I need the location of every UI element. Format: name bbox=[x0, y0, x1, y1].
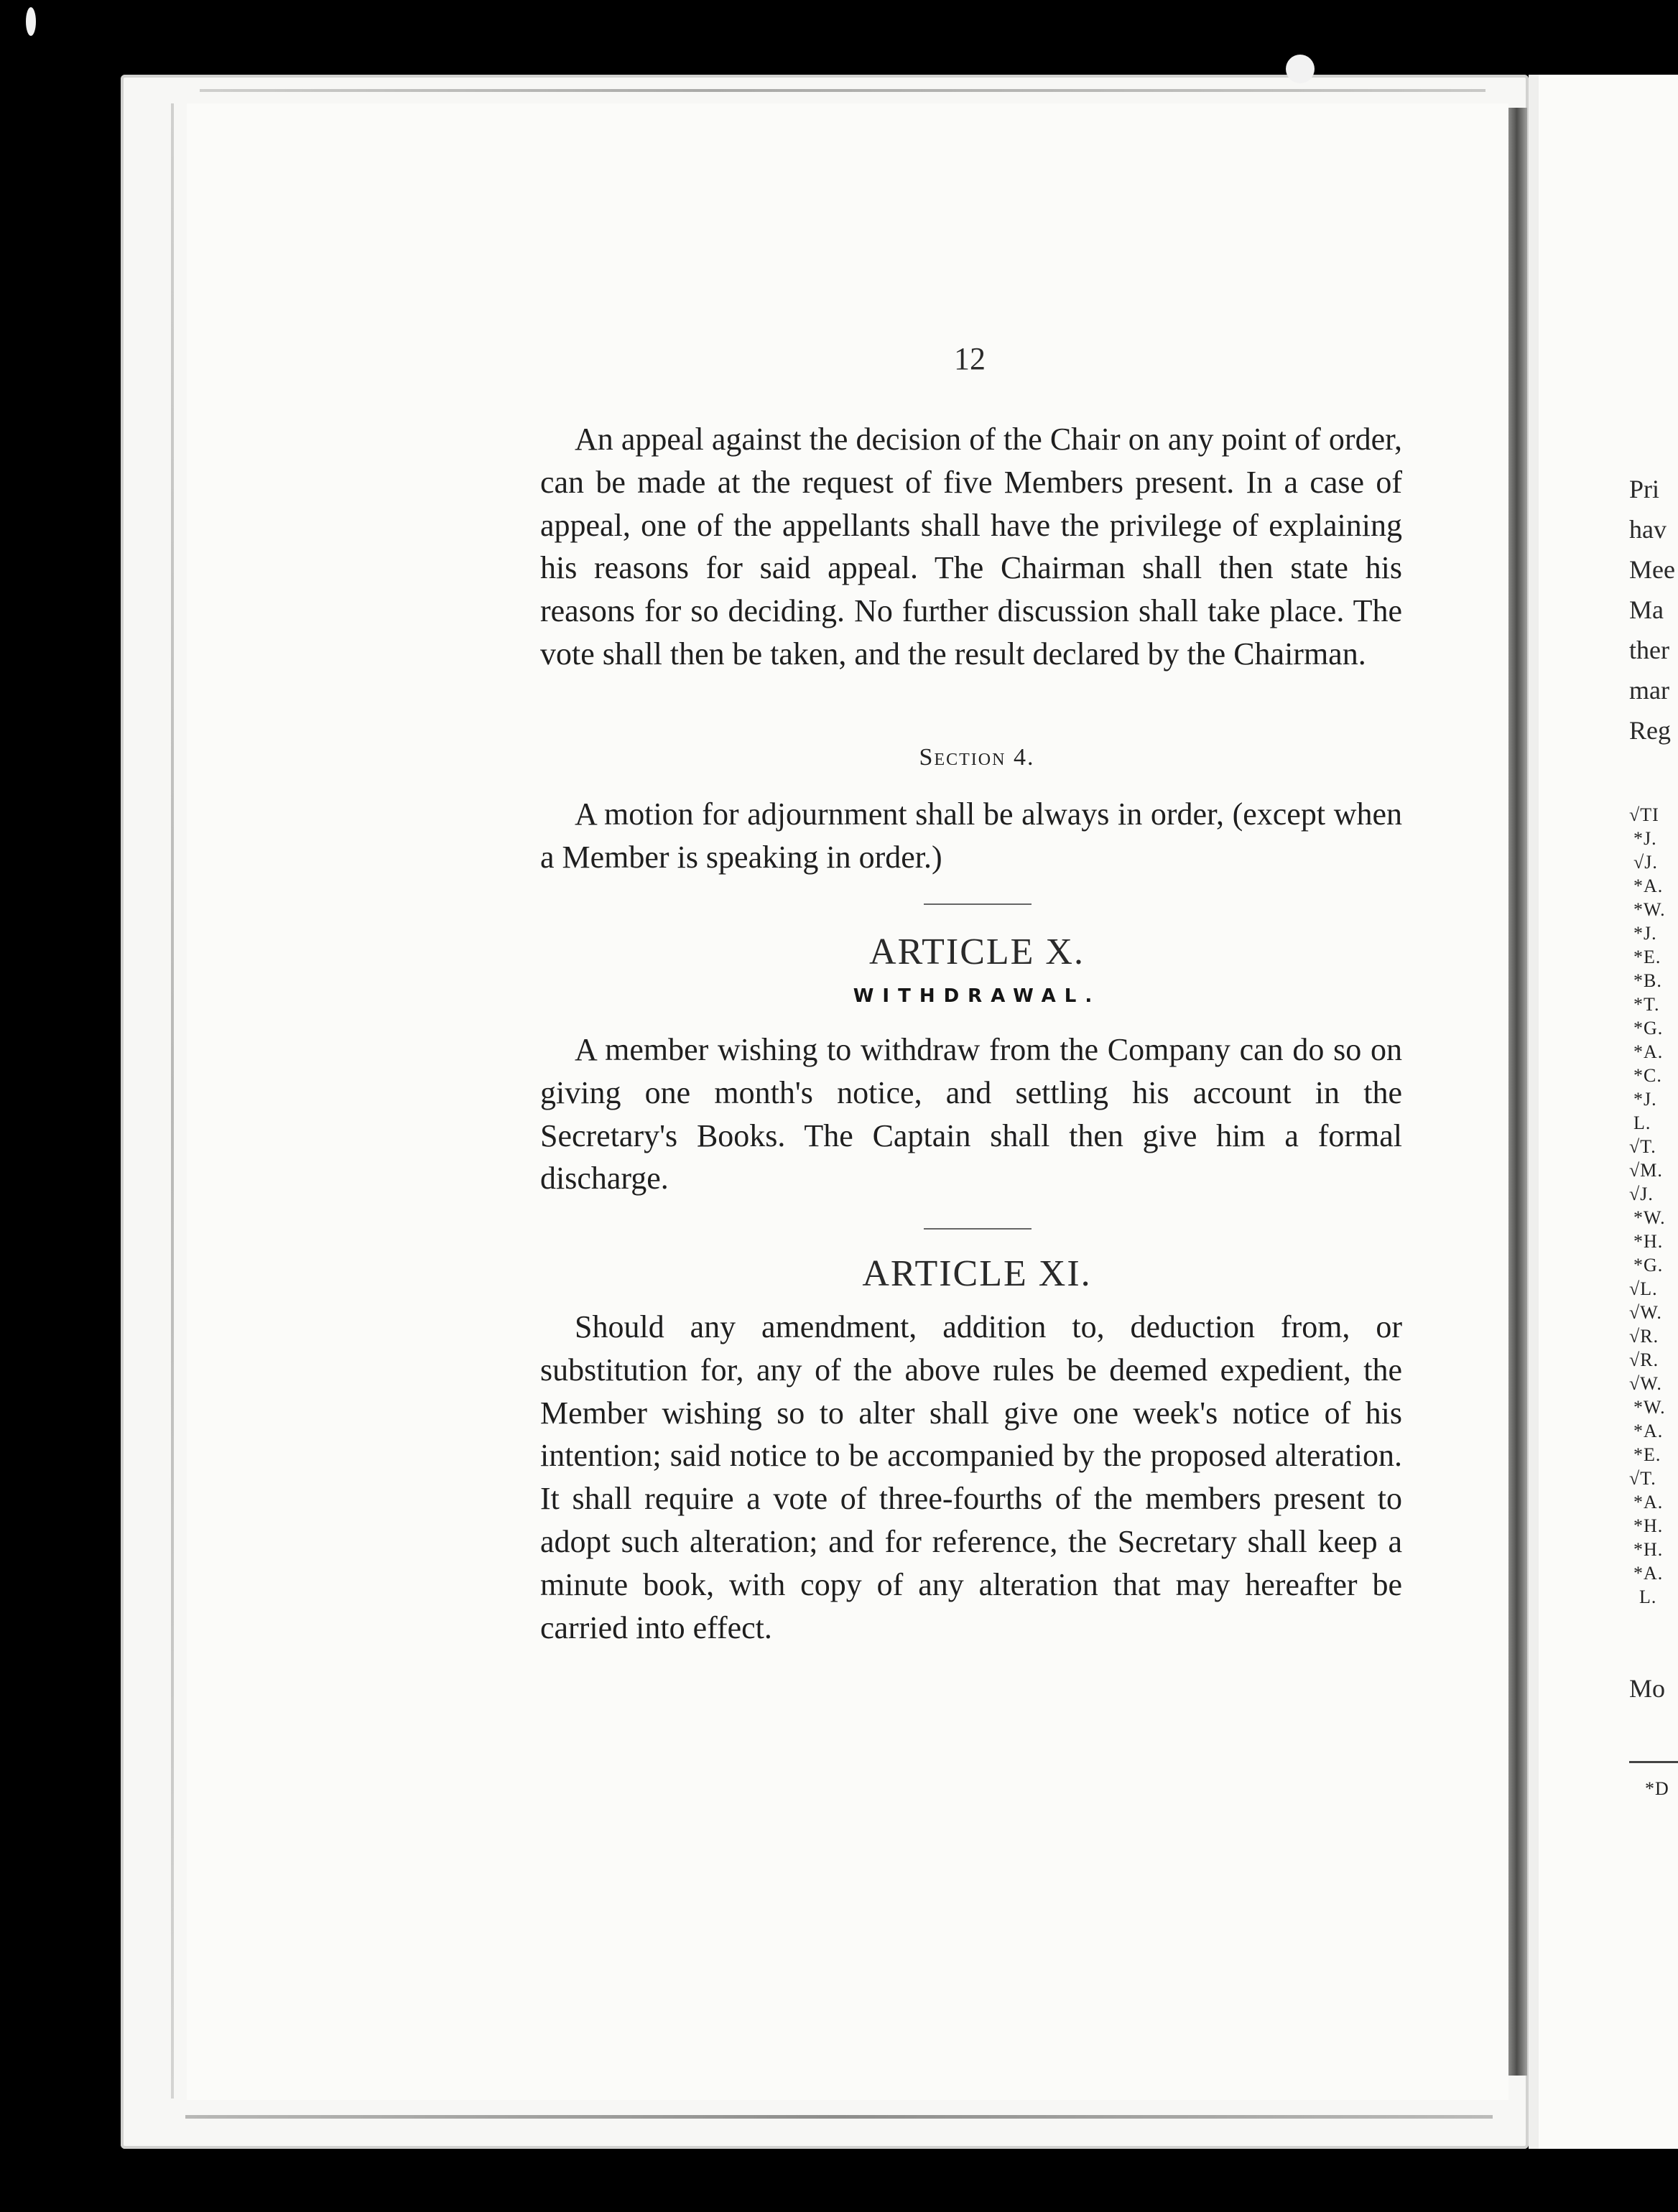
adjournment-paragraph-block bbox=[540, 793, 1402, 879]
edge-name: *A. bbox=[1633, 1563, 1664, 1584]
page-bottom-edge bbox=[185, 2115, 1493, 2119]
edge-name: *E. bbox=[1633, 947, 1661, 967]
article-x-title: ARTICLE X. bbox=[869, 931, 1085, 972]
edge-word: Mee bbox=[1629, 555, 1675, 584]
edge-name: *W. bbox=[1633, 1397, 1666, 1418]
divider-rule bbox=[924, 903, 1032, 905]
edge-name: *G. bbox=[1633, 1018, 1664, 1038]
edge-name: *C. bbox=[1633, 1065, 1662, 1086]
edge-name: √J. bbox=[1633, 852, 1658, 873]
page-left-edge bbox=[171, 103, 174, 2099]
edge-name: *E. bbox=[1633, 1444, 1661, 1465]
divider-rule bbox=[924, 1228, 1032, 1230]
gutter-highlight bbox=[1529, 75, 1539, 2149]
edge-name: *H. bbox=[1633, 1515, 1664, 1536]
scan-speck bbox=[1286, 55, 1315, 83]
edge-name: *J. bbox=[1633, 923, 1657, 944]
edge-name: *A. bbox=[1633, 1041, 1664, 1062]
edge-name: *B. bbox=[1633, 970, 1662, 991]
edge-name: √R. bbox=[1629, 1349, 1659, 1370]
section-heading: Section 4. bbox=[919, 744, 1035, 771]
right-page-edge bbox=[1539, 75, 1678, 2149]
adjournment-paragraph: A motion for adjournment shall be always in order, (except when a Member is speaking in order.) bbox=[540, 796, 1402, 875]
edge-name: *A. bbox=[1633, 875, 1664, 896]
edge-word: mar bbox=[1629, 676, 1669, 705]
article-x-subtitle: WITHDRAWAL. bbox=[853, 985, 1101, 1007]
edge-name: √J. bbox=[1629, 1184, 1654, 1204]
edge-word: hav bbox=[1629, 515, 1667, 544]
edge-name: L. bbox=[1639, 1586, 1657, 1607]
edge-name: *H. bbox=[1633, 1539, 1664, 1560]
edge-name: *T. bbox=[1633, 994, 1660, 1015]
edge-name: *A. bbox=[1633, 1421, 1664, 1441]
edge-name: *W. bbox=[1633, 1207, 1666, 1228]
edge-name: √W. bbox=[1629, 1302, 1662, 1323]
edge-name: *W. bbox=[1633, 899, 1666, 920]
page-top-edge bbox=[200, 89, 1485, 92]
edge-word: ther bbox=[1629, 636, 1669, 664]
edge-word: Reg bbox=[1629, 716, 1671, 745]
withdrawal-paragraph: A member wishing to withdraw from the Company can do so on giving one month's notice, and settling his account in the Secretary's Books. The Captain shall then give him a formal discharge. bbox=[540, 1032, 1402, 1196]
amendment-paragraph-block bbox=[540, 1306, 1402, 1649]
edge-name: *H. bbox=[1633, 1231, 1664, 1252]
edge-name: *G. bbox=[1633, 1255, 1664, 1275]
edge-footnote: *D bbox=[1645, 1778, 1669, 1799]
edge-name: √TI bbox=[1629, 804, 1659, 825]
appeal-paragraph-block bbox=[540, 418, 1402, 676]
edge-name: *J. bbox=[1633, 1089, 1657, 1110]
scan-speck bbox=[26, 7, 36, 36]
edge-name: √T. bbox=[1629, 1136, 1656, 1157]
edge-word: Pri bbox=[1629, 475, 1660, 503]
edge-name: √L. bbox=[1629, 1278, 1658, 1299]
edge-name: √T. bbox=[1629, 1468, 1656, 1489]
edge-name: *A. bbox=[1633, 1492, 1664, 1512]
edge-name: √R. bbox=[1629, 1326, 1659, 1347]
book-gutter bbox=[1508, 108, 1527, 2076]
withdrawal-paragraph-block bbox=[540, 1028, 1402, 1200]
edge-word: Mo bbox=[1629, 1674, 1666, 1703]
edge-name: √W. bbox=[1629, 1373, 1662, 1394]
edge-footnote-rule bbox=[1629, 1761, 1678, 1763]
page-number: 12 bbox=[954, 341, 986, 376]
article-xi-title: ARTICLE XI. bbox=[862, 1253, 1092, 1294]
edge-name: L. bbox=[1633, 1112, 1651, 1133]
edge-word: Ma bbox=[1629, 595, 1664, 624]
edge-name: √M. bbox=[1629, 1160, 1663, 1181]
edge-name: *J. bbox=[1633, 828, 1657, 849]
appeal-paragraph: An appeal against the decision of the Chair on any point of order, can be made at the request of five Members present. In a case of appeal, one of the appellants shall have the privilege of explaining his reasons for said appeal. The Chairman shall then state his reasons for so deciding. No further discussion shall take place. The vote shall then be taken, and the result declared by the Chairman. bbox=[540, 422, 1402, 672]
amendment-paragraph: Should any amendment, addition to, deduction from, or substitution for, any of the above rules be deemed expedient, the Member wishing so to alter shall give one week's notice of his intention; said notice to be accompanied by the proposed alteration. It shall require a vote of three-fourths of the members present to adopt such alteration; and for reference, the Secretary shall keep a minute book, with copy of any alteration that may hereafter be carried into effect. bbox=[540, 1309, 1402, 1645]
